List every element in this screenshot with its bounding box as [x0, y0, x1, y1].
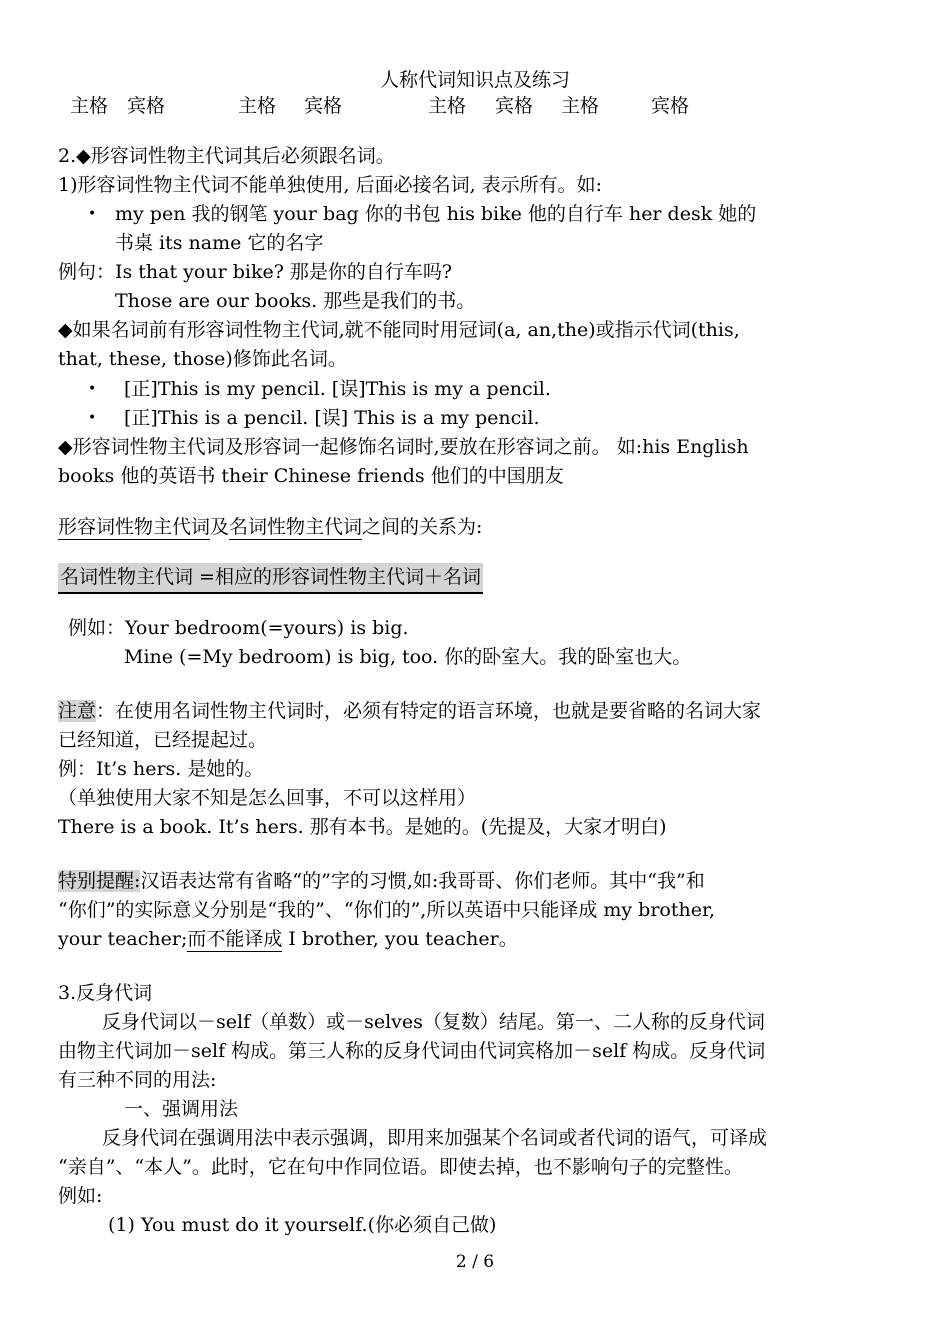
paragraph-line: ◆如果名词前有形容词性物主代词,就不能同时用冠词(a, an,the)或指示代词(this,	[58, 319, 740, 341]
paragraph-line: ◆形容词性物主代词及形容词一起修饰名词时,要放在形容词之前。 如:his English	[58, 436, 749, 458]
text-span: 及	[210, 516, 230, 538]
paragraph-line: “亲自”、“本人”。此时，它在句中作同位语。即使去掉，也不影响句子的完整性。	[58, 1156, 743, 1178]
paragraph-line: 已经知道，已经提起过。	[58, 729, 268, 751]
paragraph-line: 反身代词在强调用法中表示强调，即用来加强某个名词或者代词的语气，可译成	[102, 1127, 768, 1149]
text-span: 之间的关系为:	[362, 516, 483, 538]
document-title: 人称代词知识点及练习	[379, 69, 570, 91]
text-span: I brother, you teacher。	[282, 928, 518, 950]
example-line: 书桌 its name 它的名字	[115, 232, 324, 254]
section-heading: 2.◆形容词性物主代词其后必须跟名词。	[58, 145, 395, 167]
header-label: 宾格	[127, 95, 166, 117]
relation-heading	[58, 513, 898, 542]
paragraph-line: that, these, those)修饰此名词。	[58, 348, 347, 370]
paragraph-line: （单独使用大家不知是怎么回事，不可以这样用）	[58, 787, 477, 809]
text-span: your teacher;	[58, 928, 188, 950]
paragraph-line: books 他的英语书 their Chinese friends 他们的中国朋友	[58, 465, 564, 487]
paragraph-line: 由物主代词加－self 构成。第三人称的反身代词由代词宾格加－self 构成。反身代词	[58, 1040, 766, 1062]
paragraph-line: 1)形容词性物主代词不能单独使用, 后面必接名词, 表示所有。如:	[58, 174, 603, 196]
example-sentence: 例句：Is that your bike? 那是你的自行车吗?	[58, 261, 453, 283]
paragraph-line	[58, 925, 898, 954]
paragraph-line: 例如:	[58, 1185, 103, 1207]
formula-box: 名词性物主代词 =相应的形容词性物主代词＋名词	[58, 563, 483, 594]
header-label: 主格	[428, 95, 467, 117]
paragraph-line: 例：It’s hers. 是她的。	[58, 758, 264, 780]
example-sentence: 例如：Your bedroom(=yours) is big.	[68, 617, 409, 639]
page-number: 2 / 6	[455, 1252, 495, 1272]
bullet-dot: •	[88, 381, 97, 397]
underlined-term: 形容词性物主代词	[58, 516, 211, 538]
paragraph-line: 有三种不同的用法:	[58, 1069, 217, 1091]
underlined-term: 而不能译成	[187, 928, 283, 950]
example-sentence: (1) You must do it yourself.(你必须自己做)	[108, 1214, 497, 1236]
header-label: 主格	[238, 95, 277, 117]
note-line	[58, 697, 898, 726]
example-sentence: Those are our books. 那些是我们的书。	[115, 290, 476, 312]
header-label: 宾格	[651, 95, 690, 117]
example-sentence: Mine (=My bedroom) is big, too. 你的卧室大。我的卧室也大。	[124, 646, 692, 668]
formula-line	[58, 563, 898, 594]
header-label: 主格	[70, 95, 109, 117]
header-label: 主格	[561, 95, 600, 117]
header-label: 宾格	[495, 95, 534, 117]
bullet-dot: •	[88, 410, 97, 426]
example-line: my pen 我的钢笔 your bag 你的书包 his bike 他的自行车 her desk 她的	[115, 203, 757, 225]
header-label: 宾格	[304, 95, 343, 117]
bullet-dot: •	[88, 206, 97, 222]
paragraph-line: 反身代词以－self（单数）或－selves（复数）结尾。第一、二人称的反身代词	[102, 1011, 765, 1033]
subsection-heading: 一、强调用法	[124, 1098, 239, 1120]
paragraph-line: There is a book. It’s hers. 那有本书。是她的。(先提及，大家才明白)	[58, 816, 667, 838]
underlined-term: 名词性物主代词	[229, 516, 363, 538]
special-reminder-label: 特别提醒:	[58, 870, 141, 892]
paragraph-line: “你们”的实际意义分别是“我的”、“你们的”,所以英语中只能译成 my brother,	[58, 899, 715, 921]
note-label: 注意	[58, 700, 97, 722]
text-span: ：在使用名词性物主代词时，必须有特定的语言环境，也就是要省略的名词大家	[96, 700, 762, 722]
example-line: [正]This is a pencil. [误] This is a my pencil.	[124, 407, 540, 429]
text-span: 汉语表达常有省略“的”字的习惯,如:我哥哥、你们老师。其中“我”和	[140, 870, 705, 892]
special-reminder-line	[58, 867, 898, 896]
section-heading: 3.反身代词	[58, 982, 153, 1004]
example-line: [正]This is my pencil. [误]This is my a pencil.	[124, 378, 551, 400]
